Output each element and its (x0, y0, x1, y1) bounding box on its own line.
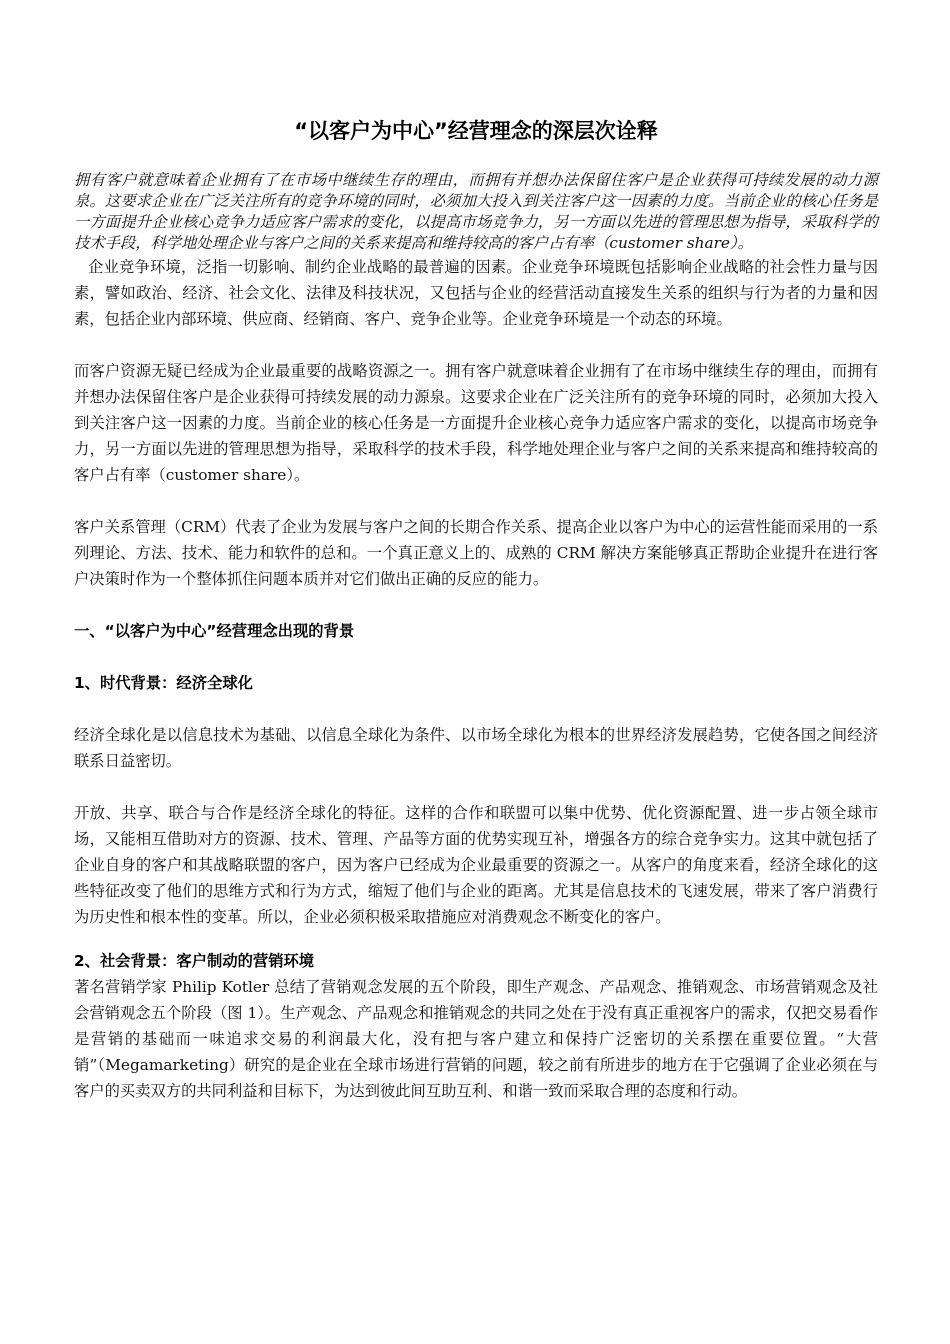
paragraph-spacer (74, 774, 878, 800)
paragraph-spacer (74, 696, 878, 722)
subsection-heading-marketing-environment: 2、社会背景：客户制动的营销环境 (74, 952, 315, 970)
body-paragraph-globalization-definition: 经济全球化是以信息技术为基础、以信息全球化为条件、以市场全球化为根本的世界经济发展趋势，它使各国之间经济联系日益密切。 (74, 726, 878, 770)
document-page (74, 116, 878, 1104)
paragraph-spacer (74, 930, 878, 948)
section-heading-background: 一、“以客户为中心”经营理念出现的背景 (74, 622, 355, 640)
body-paragraph-kotler: 著名营销学家 Philip Kotler 总结了营销观念发展的五个阶段，即生产观念、产品观念、推销观念、市场营销观念及社会营销观念五个阶段（图 1）。生产观念、产品观念和推销观念的共同之处在于没有真正重视客户的需求，仅把交易看作是营销的基础而一味追求交易的利润最大化，没有把与客户建立和保持广泛密切的关系摆在重要位置。“大营销”（Megamarketing）研究的是企业在全球市场进行营销的问题，较之前有所进步的地方在于它强调了企业必须在与客户的买卖双方的共同利益和目标下，为达到彼此间互助互利、和谐一致而采取合理的态度和行动。 (74, 978, 878, 1100)
body-paragraph-customer-resources: 而客户资源无疑已经成为企业最重要的战略资源之一。拥有客户就意味着企业拥有了在市场中继续生存的理由，而拥有并想办法保留住客户是企业获得可持续发展的动力源泉。这要求企业在广泛关注所有的竞争环境的同时，必须加大投入到关注客户这一因素的力度。当前企业的核心任务是一方面提升企业核心竞争力适应客户需求的变化，以提高市场竞争力，另一方面以先进的管理思想为指导，采取科学的技术手段，科学地处理企业与客户之间的关系来提高和维持较高的客户占有率（customer share）。 (74, 362, 878, 484)
paragraph-spacer (74, 332, 878, 358)
paragraph-spacer (74, 592, 878, 618)
subsection-heading-globalization: 1、时代背景：经济全球化 (74, 674, 253, 692)
abstract-paragraph: 拥有客户就意味着企业拥有了在市场中继续生存的理由，而拥有并想办法保留住客户是企业获得可持续发展的动力源泉。这要求企业在广泛关注所有的竞争环境的同时，必须加大投入到关注客户这一因素的力度。当前企业的核心任务是一方面提升企业核心竞争力适应客户需求的变化，以提高市场竞争力，另一方面以先进的管理思想为指导，采取科学的技术手段，科学地处理企业与客户之间的关系来提高和维持较高的客户占有率（customer share）。 (74, 171, 878, 252)
body-paragraph-crm: 客户关系管理（CRM）代表了企业为发展与客户之间的长期合作关系、提高企业以客户为中心的运营性能而采用的一系列理论、方法、技术、能力和软件的总和。一个真正意义上的、成熟的 CRM 解决方案能够真正帮助企业提升在进行客户决策时作为一个整体抓住问题本质并对它们做出正确的反应的能力。 (74, 518, 878, 588)
body-paragraph-competitive-environment: 企业竞争环境，泛指一切影响、制约企业战略的最普遍的因素。企业竞争环境既包括影响企业战略的社会性力量与因素，譬如政治、经济、社会文化、法律及科技状况，又包括与企业的经营活动直接发生关系的组织与行为者的力量和因素，包括企业内部环境、供应商、经销商、客户、竞争企业等。企业竞争环境是一个动态的环境。 (74, 258, 878, 328)
body-paragraph-globalization-features: 开放、共享、联合与合作是经济全球化的特征。这样的合作和联盟可以集中优势、优化资源配置、进一步占领全球市场，又能相互借助对方的资源、技术、管理、产品等方面的优势实现互补，增强各方的综合竞争实力。这其中就包括了企业自身的客户和其战略联盟的客户，因为客户已经成为企业最重要的资源之一。从客户的角度来看，经济全球化的这些特征改变了他们的思维方式和行为方式，缩短了他们与企业的距离。尤其是信息技术的飞速发展，带来了客户消费行为历史性和根本性的变革。所以，企业必须积极采取措施应对消费观念不断变化的客户。 (74, 804, 878, 926)
paragraph-spacer (74, 488, 878, 514)
document-title: “以客户为中心”经营理念的深层次诠释 (294, 119, 658, 143)
paragraph-spacer (74, 644, 878, 670)
